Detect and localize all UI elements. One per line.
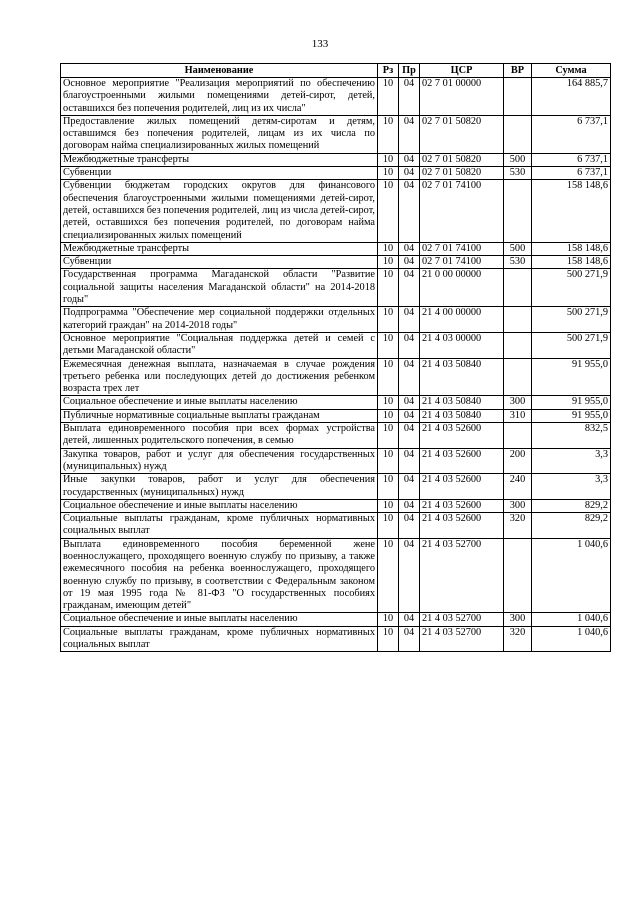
cell-vr: 240 bbox=[504, 474, 532, 500]
cell-name: Социальное обеспечение и иные выплаты населению bbox=[61, 499, 378, 512]
cell-pr: 04 bbox=[399, 409, 420, 422]
cell-sum: 832,5 bbox=[532, 423, 611, 449]
cell-sum: 91 955,0 bbox=[532, 358, 611, 396]
cell-vr: 530 bbox=[504, 256, 532, 269]
cell-csr: 21 4 03 52600 bbox=[420, 499, 504, 512]
cell-rz: 10 bbox=[378, 256, 399, 269]
table-body bbox=[61, 78, 611, 652]
cell-vr: 310 bbox=[504, 409, 532, 422]
cell-rz: 10 bbox=[378, 626, 399, 652]
cell-name: Социальные выплаты гражданам, кроме публичных нормативных социальных выплат bbox=[61, 626, 378, 652]
cell-name: Подпрограмма "Обеспечение мер социальной поддержки отдельных категорий граждан" на 2014-2018 годы" bbox=[61, 307, 378, 333]
cell-rz: 10 bbox=[378, 423, 399, 449]
cell-csr: 21 0 00 00000 bbox=[420, 269, 504, 307]
cell-name: Социальное обеспечение и иные выплаты населению bbox=[61, 613, 378, 626]
cell-sum: 829,2 bbox=[532, 499, 611, 512]
cell-rz: 10 bbox=[378, 409, 399, 422]
cell-rz: 10 bbox=[378, 474, 399, 500]
table-row bbox=[61, 115, 611, 153]
cell-rz: 10 bbox=[378, 167, 399, 180]
cell-sum: 91 955,0 bbox=[532, 409, 611, 422]
table-row bbox=[61, 448, 611, 474]
cell-rz: 10 bbox=[378, 180, 399, 242]
cell-pr: 04 bbox=[399, 153, 420, 166]
cell-pr: 04 bbox=[399, 78, 420, 116]
table-row bbox=[61, 78, 611, 116]
cell-pr: 04 bbox=[399, 115, 420, 153]
cell-rz: 10 bbox=[378, 307, 399, 333]
cell-pr: 04 bbox=[399, 613, 420, 626]
cell-pr: 04 bbox=[399, 474, 420, 500]
cell-vr: 320 bbox=[504, 513, 532, 539]
cell-csr: 21 4 03 00000 bbox=[420, 332, 504, 358]
cell-name: Выплата единовременного пособия беременной жене военнослужащего, проходящего военную службу по призыву, а также ежемесячного пособия на ребенка военнослужащего, проходящего военную службу по призыву, в соответствии с Федеральным законом от 19 мая 1995 года № 81-ФЗ "О государственных пособиях гражданам, имеющим детей" bbox=[61, 538, 378, 613]
cell-name: Основное мероприятие "Реализация мероприятий по обеспечению благоустроенными жилыми помещениями детей-сирот, детей, оставшихся без попечения родителей, лиц из их числа" bbox=[61, 78, 378, 116]
table-row bbox=[61, 613, 611, 626]
cell-vr bbox=[504, 115, 532, 153]
cell-vr bbox=[504, 332, 532, 358]
cell-name: Государственная программа Магаданской области "Развитие социальной защиты населения Магаданской области" на 2014-2018 годы" bbox=[61, 269, 378, 307]
cell-csr: 02 7 01 74100 bbox=[420, 256, 504, 269]
cell-sum: 500 271,9 bbox=[532, 307, 611, 333]
table-row bbox=[61, 499, 611, 512]
cell-pr: 04 bbox=[399, 256, 420, 269]
cell-vr bbox=[504, 180, 532, 242]
cell-sum: 6 737,1 bbox=[532, 115, 611, 153]
cell-rz: 10 bbox=[378, 448, 399, 474]
cell-pr: 04 bbox=[399, 499, 420, 512]
cell-vr: 500 bbox=[504, 242, 532, 255]
cell-sum: 164 885,7 bbox=[532, 78, 611, 116]
cell-sum: 1 040,6 bbox=[532, 626, 611, 652]
table-row bbox=[61, 513, 611, 539]
cell-pr: 04 bbox=[399, 448, 420, 474]
cell-rz: 10 bbox=[378, 269, 399, 307]
cell-pr: 04 bbox=[399, 167, 420, 180]
cell-sum: 1 040,6 bbox=[532, 538, 611, 613]
header-vr: ВР bbox=[504, 64, 532, 78]
cell-name: Субвенции bbox=[61, 167, 378, 180]
cell-csr: 21 4 03 50840 bbox=[420, 358, 504, 396]
cell-name: Субвенции bbox=[61, 256, 378, 269]
header-rz: Рз bbox=[378, 64, 399, 78]
cell-csr: 21 4 03 50840 bbox=[420, 409, 504, 422]
cell-name: Межбюджетные трансферты bbox=[61, 242, 378, 255]
cell-vr bbox=[504, 358, 532, 396]
cell-vr bbox=[504, 538, 532, 613]
cell-sum: 500 271,9 bbox=[532, 269, 611, 307]
table-row bbox=[61, 180, 611, 242]
cell-csr: 21 4 03 52700 bbox=[420, 626, 504, 652]
cell-vr bbox=[504, 269, 532, 307]
cell-vr: 200 bbox=[504, 448, 532, 474]
cell-sum: 6 737,1 bbox=[532, 167, 611, 180]
table-row bbox=[61, 409, 611, 422]
table-row bbox=[61, 256, 611, 269]
cell-rz: 10 bbox=[378, 242, 399, 255]
cell-csr: 02 7 01 74100 bbox=[420, 242, 504, 255]
table-row bbox=[61, 307, 611, 333]
cell-name: Закупка товаров, работ и услуг для обеспечения государственных (муниципальных) нужд bbox=[61, 448, 378, 474]
cell-csr: 02 7 01 74100 bbox=[420, 180, 504, 242]
cell-pr: 04 bbox=[399, 242, 420, 255]
header-name: Наименование bbox=[61, 64, 378, 78]
cell-sum: 6 737,1 bbox=[532, 153, 611, 166]
table-row bbox=[61, 269, 611, 307]
header-csr: ЦСР bbox=[420, 64, 504, 78]
budget-table bbox=[60, 63, 611, 652]
cell-csr: 02 7 01 50820 bbox=[420, 115, 504, 153]
table-header-row bbox=[61, 64, 611, 78]
cell-pr: 04 bbox=[399, 307, 420, 333]
cell-vr: 300 bbox=[504, 613, 532, 626]
table-row bbox=[61, 153, 611, 166]
cell-csr: 21 4 00 00000 bbox=[420, 307, 504, 333]
table-row bbox=[61, 396, 611, 409]
page-number: 133 bbox=[311, 38, 329, 50]
cell-csr: 21 4 03 52600 bbox=[420, 474, 504, 500]
cell-name: Субвенции бюджетам городских округов для финансового обеспечения благоустроенными жилыми помещениями детей-сирот, детей, оставшихся без попечения родителей, лиц из числа детей-сирот, детей, оставшихся без попечения родителей, по договорам найма специализированных жилых помещений bbox=[61, 180, 378, 242]
cell-rz: 10 bbox=[378, 358, 399, 396]
cell-rz: 10 bbox=[378, 499, 399, 512]
cell-vr bbox=[504, 78, 532, 116]
cell-pr: 04 bbox=[399, 423, 420, 449]
table-row bbox=[61, 332, 611, 358]
table-row bbox=[61, 242, 611, 255]
cell-vr: 530 bbox=[504, 167, 532, 180]
cell-sum: 91 955,0 bbox=[532, 396, 611, 409]
cell-vr: 300 bbox=[504, 396, 532, 409]
cell-name: Предоставление жилых помещений детям-сиротам и детям, оставшимся без попечения родителей, лицам из их числа по договорам найма специализированных жилых помещений bbox=[61, 115, 378, 153]
cell-pr: 04 bbox=[399, 538, 420, 613]
cell-vr bbox=[504, 423, 532, 449]
cell-csr: 02 7 01 50820 bbox=[420, 153, 504, 166]
cell-name: Социальные выплаты гражданам, кроме публичных нормативных социальных выплат bbox=[61, 513, 378, 539]
cell-rz: 10 bbox=[378, 78, 399, 116]
cell-sum: 1 040,6 bbox=[532, 613, 611, 626]
cell-sum: 158 148,6 bbox=[532, 256, 611, 269]
cell-pr: 04 bbox=[399, 396, 420, 409]
cell-name: Выплата единовременного пособия при всех формах устройства детей, лишенных родительского попечения, в семью bbox=[61, 423, 378, 449]
table-row bbox=[61, 538, 611, 613]
cell-sum: 3,3 bbox=[532, 474, 611, 500]
cell-rz: 10 bbox=[378, 396, 399, 409]
cell-pr: 04 bbox=[399, 626, 420, 652]
cell-csr: 21 4 03 52600 bbox=[420, 448, 504, 474]
cell-name: Межбюджетные трансферты bbox=[61, 153, 378, 166]
cell-csr: 21 4 03 52700 bbox=[420, 538, 504, 613]
table-row bbox=[61, 626, 611, 652]
cell-rz: 10 bbox=[378, 115, 399, 153]
cell-rz: 10 bbox=[378, 513, 399, 539]
cell-rz: 10 bbox=[378, 332, 399, 358]
cell-vr: 300 bbox=[504, 499, 532, 512]
cell-rz: 10 bbox=[378, 538, 399, 613]
cell-csr: 21 4 03 52600 bbox=[420, 423, 504, 449]
cell-sum: 158 148,6 bbox=[532, 242, 611, 255]
cell-csr: 21 4 03 52700 bbox=[420, 613, 504, 626]
cell-csr: 02 7 01 50820 bbox=[420, 167, 504, 180]
cell-pr: 04 bbox=[399, 513, 420, 539]
cell-pr: 04 bbox=[399, 358, 420, 396]
cell-vr: 320 bbox=[504, 626, 532, 652]
cell-sum: 829,2 bbox=[532, 513, 611, 539]
table-row bbox=[61, 474, 611, 500]
cell-name: Иные закупки товаров, работ и услуг для обеспечения государственных (муниципальных) нужд bbox=[61, 474, 378, 500]
cell-rz: 10 bbox=[378, 613, 399, 626]
cell-vr: 500 bbox=[504, 153, 532, 166]
cell-pr: 04 bbox=[399, 332, 420, 358]
cell-name: Социальное обеспечение и иные выплаты населению bbox=[61, 396, 378, 409]
cell-sum: 500 271,9 bbox=[532, 332, 611, 358]
table-row bbox=[61, 423, 611, 449]
cell-csr: 21 4 03 52600 bbox=[420, 513, 504, 539]
header-sum: Сумма bbox=[532, 64, 611, 78]
cell-vr bbox=[504, 307, 532, 333]
table-row bbox=[61, 167, 611, 180]
cell-csr: 02 7 01 00000 bbox=[420, 78, 504, 116]
cell-pr: 04 bbox=[399, 180, 420, 242]
cell-csr: 21 4 03 50840 bbox=[420, 396, 504, 409]
cell-rz: 10 bbox=[378, 153, 399, 166]
cell-pr: 04 bbox=[399, 269, 420, 307]
header-pr: Пр bbox=[399, 64, 420, 78]
cell-name: Ежемесячная денежная выплата, назначаемая в случае рождения третьего ребенка или последующих детей до достижения ребенком возраста трех лет bbox=[61, 358, 378, 396]
cell-sum: 158 148,6 bbox=[532, 180, 611, 242]
cell-sum: 3,3 bbox=[532, 448, 611, 474]
cell-name: Основное мероприятие "Социальная поддержка детей и семей с детьми Магаданской области" bbox=[61, 332, 378, 358]
table-row bbox=[61, 358, 611, 396]
cell-name: Публичные нормативные социальные выплаты гражданам bbox=[61, 409, 378, 422]
